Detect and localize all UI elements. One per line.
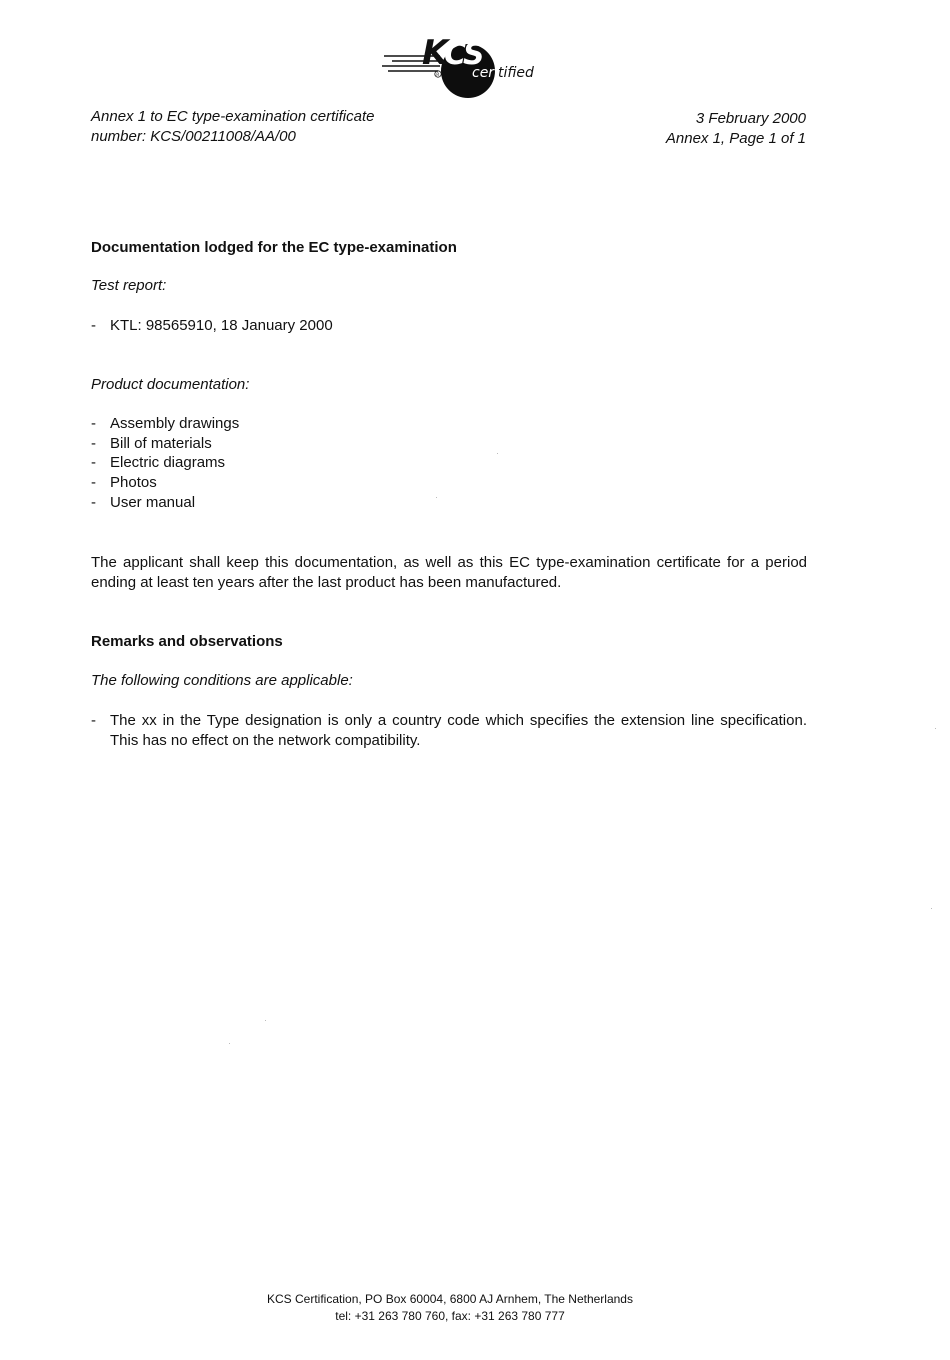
test-report-list (91, 316, 807, 336)
list-item: - Bill of materials (91, 434, 807, 454)
scan-speck (931, 908, 932, 909)
scan-speck (436, 497, 437, 498)
scan-speck (935, 728, 936, 729)
product-documentation-label: Product documentation: (91, 376, 250, 393)
annex-title: Annex 1 to EC type-examination certificate (91, 108, 375, 125)
date-and-page (666, 109, 806, 149)
list-item: - The xx in the Type designation is only a country code which specifies the extension line specification. This has no effect on the network compatibility. (91, 711, 807, 751)
document-date: 3 February 2000 (695, 110, 806, 127)
footer-address: KCS Certification, PO Box 60004, 6800 AJ Arnhem, The Netherlands (267, 1292, 633, 1306)
documentation-heading: Documentation lodged for the EC type-examination (91, 239, 457, 256)
certificate-reference (91, 107, 374, 147)
scan-speck (229, 1043, 230, 1044)
test-report-label: Test report: (91, 277, 167, 294)
svg-text:tified: tified (498, 65, 534, 81)
conditions-label: The following conditions are applicable: (91, 672, 353, 689)
svg-text:K: K (422, 33, 446, 73)
page-indicator: Annex 1, Page 1 of 1 (665, 130, 806, 147)
certificate-number: number: KCS/00211008/AA/00 (91, 128, 296, 145)
list-item: - User manual (91, 493, 807, 513)
list-item: - KTL: 98565910, 18 January 2000 (91, 316, 807, 336)
list-item: - Electric diagrams (91, 453, 807, 473)
svg-text:cer: cer (472, 65, 495, 81)
scan-speck (497, 453, 498, 454)
product-documentation-list (91, 414, 807, 513)
conditions-list (91, 711, 807, 751)
retention-paragraph: The applicant shall keep this documentation, as well as this EC type-examination certificate for a period ending at least ten years after the last product has been manufactured. (91, 554, 807, 591)
remarks-heading: Remarks and observations (91, 633, 283, 650)
svg-text:R: R (436, 73, 440, 78)
kcs-certified-logo (380, 26, 550, 102)
svg-text:CS: CS (444, 37, 483, 72)
list-item: - Assembly drawings (91, 414, 807, 434)
scan-speck (265, 1020, 266, 1021)
footer-contact: tel: +31 263 780 760, fax: +31 263 780 777 (335, 1309, 565, 1323)
footer (0, 1291, 900, 1325)
list-item: - Photos (91, 473, 807, 493)
